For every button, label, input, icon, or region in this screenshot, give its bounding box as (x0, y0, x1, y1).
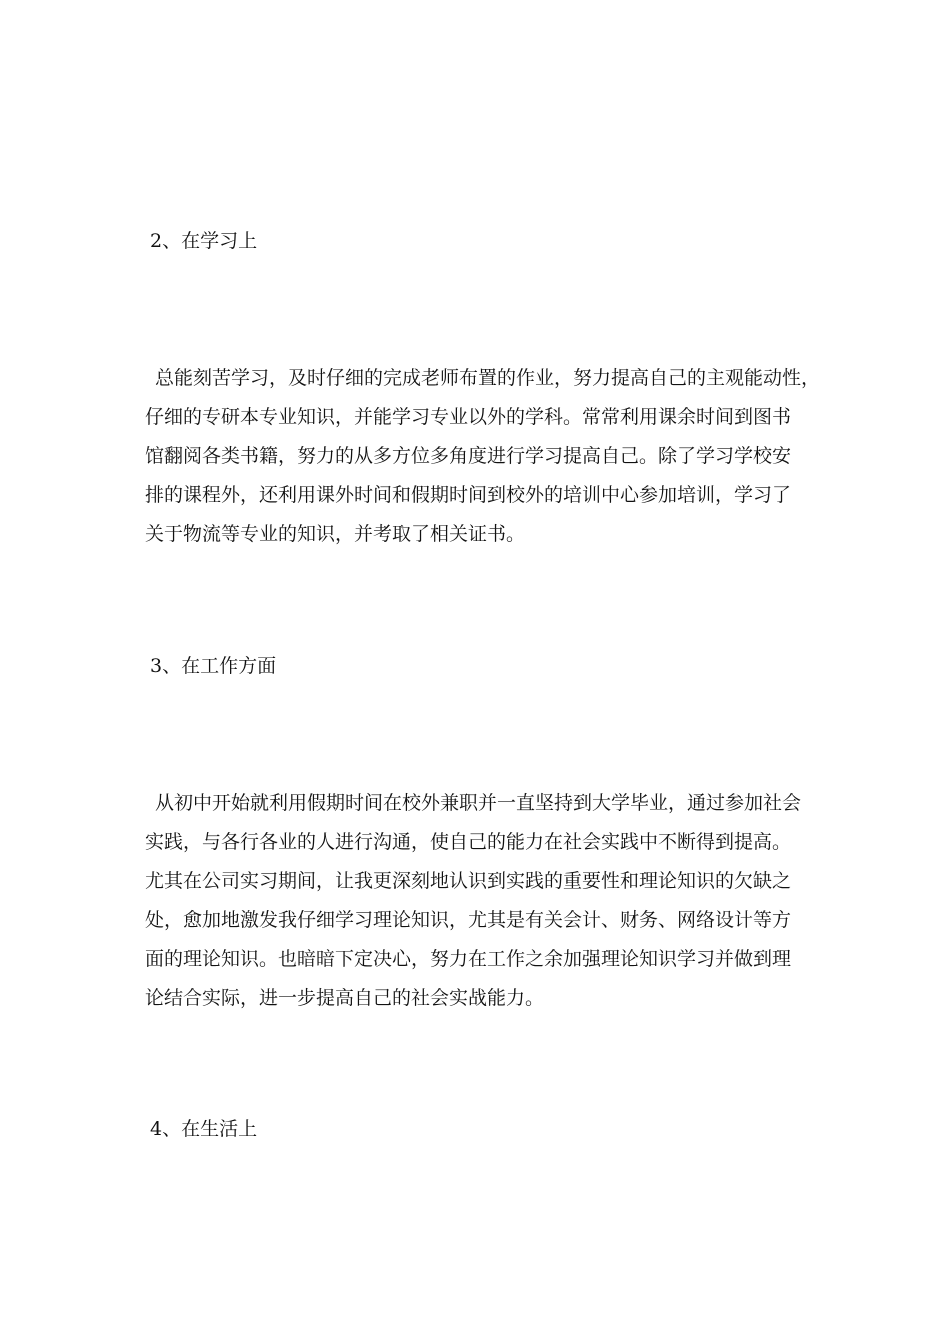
paragraph-line: 面的理论知识。也暗暗下定决心，努力在工作之余加强理论知识学习并做到理 (145, 948, 792, 970)
paragraph-line: 处，愈加地激发我仔细学习理论知识，尤其是有关会计、财务、网络设计等方 (145, 909, 792, 931)
paragraph-line: 尤其在公司实习期间，让我更深刻地认识到实践的重要性和理论知识的欠缺之 (145, 870, 792, 892)
paragraph-line: 仔细的专研本专业知识，并能学习专业以外的学科。常常利用课余时间到图书 (145, 406, 792, 428)
paragraph-line: 总能刻苦学习，及时仔细的完成老师布置的作业，努力提高自己的主观能动性， (155, 367, 821, 389)
section-heading-work: 3、在工作方面 (150, 655, 277, 677)
paragraph-work (145, 784, 845, 1018)
section-heading-study: 2、在学习上 (150, 230, 258, 252)
paragraph-line: 排的课程外，还利用课外时间和假期时间到校外的培训中心参加培训，学习了 (145, 484, 792, 506)
section-heading-life: 4、在生活上 (150, 1118, 258, 1140)
paragraph-line: 论结合实际，进一步提高自己的社会实战能力。 (145, 987, 545, 1009)
paragraph-study (145, 359, 845, 554)
paragraph-line: 实践，与各行各业的人进行沟通，使自己的能力在社会实践中不断得到提高。 (145, 831, 792, 853)
paragraph-line: 从初中开始就利用假期时间在校外兼职并一直坚持到大学毕业，通过参加社会 (155, 792, 802, 814)
paragraph-line: 馆翻阅各类书籍，努力的从多方位多角度进行学习提高自己。除了学习学校安 (145, 445, 792, 467)
paragraph-line: 关于物流等专业的知识，并考取了相关证书。 (145, 523, 526, 545)
